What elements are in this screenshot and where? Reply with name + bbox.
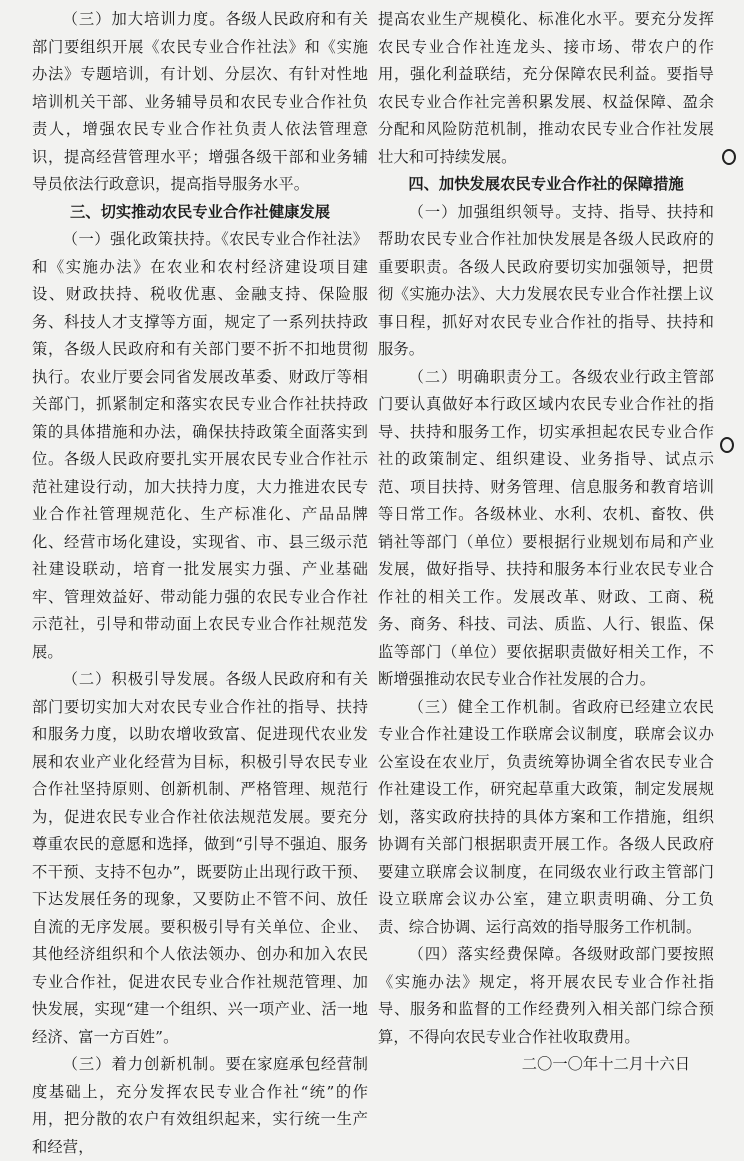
binding-hole-icon [720, 437, 734, 453]
paragraph-guide-development [32, 666, 368, 1051]
paragraph-body: 各级农业行政主管部门要认真做好本行政区域内农民专业合作社的指导、扶持和服务工作，切实承担起农民专业合作社的政策制定、组织建设、业务指导、试点示范、项目扶持、财务管理、信息服务和教育培训等日常工作。各级林业、水利、农机、畜牧、供销社等部门（单位）要根据行业规划布局和产业发展，做好指导、扶持和服务本行业农民专业合作社的相关工作。发展改革、财政、工商、税务、商务、科技、司法、质监、人行、银监、保监等部门（单位）要依据职责做好相关工作，不断增强推动农民专业合作社发展的合力。 [378, 367, 714, 688]
paragraph-continuation: 提高农业生产规模化、标准化水平。要充分发挥农民专业合作社连龙头、接市场、带农户的作用，强化利益联结，充分保障农民利益。要指导农民专业合作社完善积累发展、权益保障、盈余分配和风险防范机制，推动农民专业合作社发展壮大和可持续发展。 [378, 10, 714, 166]
paragraph-lead: （一）强化政策扶持。 [62, 230, 222, 248]
section-heading-3: 三、切实推动农民专业合作社健康发展 [69, 202, 331, 221]
paragraph-body: 省政府已经建立农民专业合作社建设工作联席会议制度，联席会议办公室设在农业厅，负责统筹协调全省农民专业合作社建设工作，研究起草重大政策，制定发展规划，落实政府扶持的具体方案和工作措施，组织协调有关部门根据职责开展工作。各级人民政府要建立联席会议制度，在同级农业行政主管部门设立联席会议办公室，建立职责明确、分工负责、综合协调、运行高效的指导服务工作机制。 [378, 697, 714, 936]
paragraph-lead: （二）明确职责分工。 [408, 367, 572, 386]
right-column [378, 6, 714, 1079]
paragraph-leadership [378, 199, 714, 364]
section-heading-4: 四、加快发展农民专业合作社的保障措施 [408, 175, 684, 193]
paragraph-lead: （三）加大培训力度。 [62, 10, 226, 28]
paragraph-policy-support [32, 226, 368, 666]
paragraph-lead: （三）着力创新机制。 [62, 1055, 226, 1073]
paragraph-body: 《农民专业合作社法》和《实施办法》在农业和农村经济建设项目建设、财政扶持、税收优惠、金融支持、保险服务、科技人才支撑等方面，规定了一系列扶持政策，各级人民政府和有关部门要不折不扣地贯彻执行。农业厅要会同省发展改革委、财政厅等相关部门，抓紧制定和落实农民专业合作社扶持政策的具体措施和办法，确保扶持政策全面落实到位。各级人民政府要扎实开展农民专业合作社示范社建设行动，加大扶持力度，大力推进农民专业合作社管理规范化、生产标准化、产品品牌化、经营市场化建设，实现省、市、县三级示范社建设联动，培育一批发展实力强、产业基础牢、管理效益好、带动能力强的农民专业合作社示范社，引导和带动面上农民专业合作社规范发展。 [32, 230, 368, 661]
paragraph-body: 要在家庭承包经营制度基础上，充分发挥农民专业合作社“统”的作用，把分散的农户有效组织起来，实行统一生产和经营， [32, 1055, 368, 1156]
paragraph-innovate-mechanism [32, 1051, 368, 1161]
left-column [32, 6, 368, 1161]
paragraph-work-mechanism [378, 694, 714, 942]
paragraph-lead: （二）积极引导发展。 [62, 670, 226, 688]
paragraph-body: 各级财政部门要按照《实施办法》规定，将开展农民专业合作社指导、服务和监督的工作经费列入相关部门综合预算，不得向农民专业合作社收取费用。 [378, 945, 714, 1046]
paragraph-lead: （一）加强组织领导。 [408, 202, 572, 221]
document-date: 二〇一〇年十二月十六日 [521, 1055, 690, 1073]
paragraph-lead: （三）健全工作机制。 [408, 697, 572, 716]
paragraph-body: 支持、指导、扶持和帮助农民专业合作社加快发展是各级人民政府的重要职责。各级人民政府要切实加强领导，把贯彻《实施办法》、大力发展农民专业合作社摆上议事日程，抓好对农民专业合作社的指导、扶持和服务。 [378, 202, 714, 358]
paragraph-lead: （四）落实经费保障。 [408, 945, 572, 963]
paragraph-responsibilities [378, 364, 714, 694]
paragraph-funding [378, 941, 714, 1051]
binding-hole-icon [722, 149, 736, 165]
paragraph-training [32, 6, 368, 199]
paragraph-body: 各级人民政府和有关部门要组织开展《农民专业合作社法》和《实施办法》专题培训，有计划、分层次、有针对性地培训机关干部、业务辅导员和农民专业合作社负责人，增强农民专业合作社负责人依法管理意识，提高经营管理水平；增强各级干部和业务辅导员依法行政意识，提高指导服务水平。 [32, 10, 368, 193]
paragraph-body: 各级人民政府和有关部门要切实加大对农民专业合作社的指导、扶持和服务力度，以助农增收致富、促进现代农业发展和农业产业化经营为目标，积极引导农民专业合作社坚持原则、创新机制、严格管理、规范行为，促进农民专业合作社依法规范发展。要充分尊重农民的意愿和选择，做到“引导不强迫、服务不干预、支持不包办”，既要防止出现行政干预、下达发展任务的现象，又要防止不管不问、放任自流的无序发展。要积极引导有关单位、企业、其他经济组织和个人依法领办、创办和加入农民专业合作社，促进农民专业合作社规范管理、加快发展，实现“建一个组织、兴一项产业、活一地经济、富一方百姓”。 [32, 670, 368, 1046]
